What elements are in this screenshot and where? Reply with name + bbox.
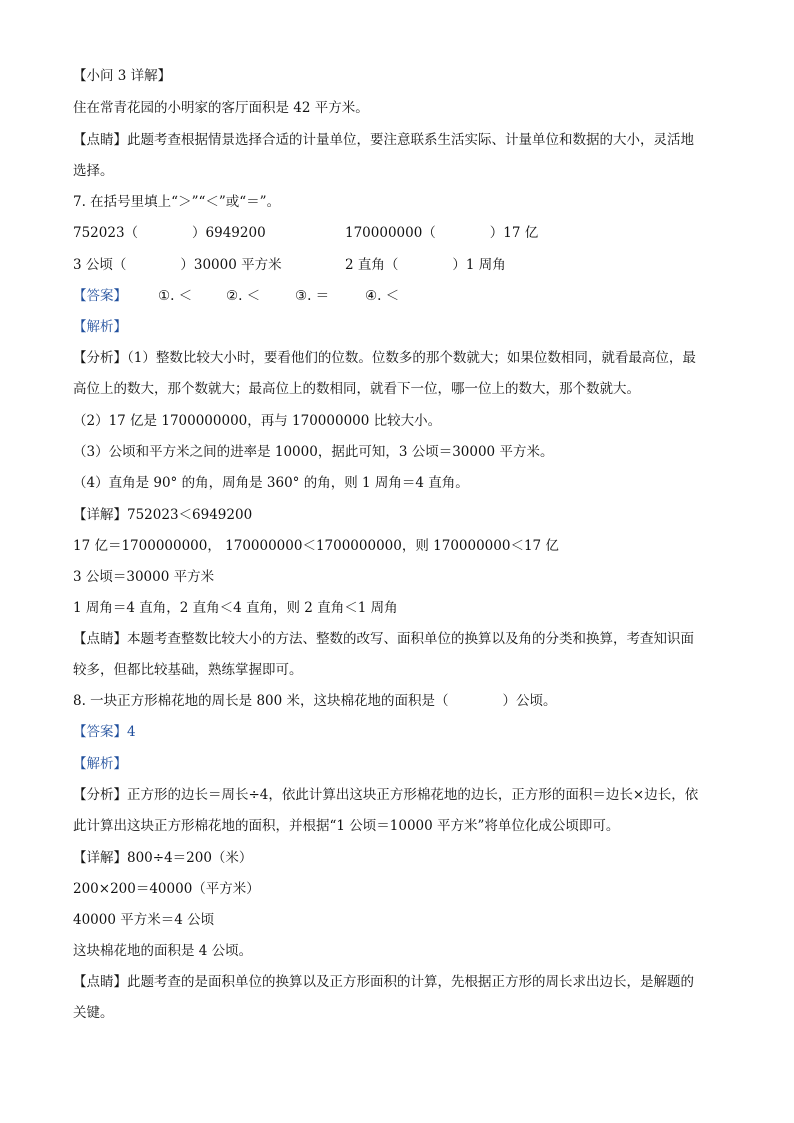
q8-title: 8. 一块正方形棉花地的周长是 800 米，这块棉花地的面积是（ ）公顷。 [73, 693, 557, 709]
q7-detail-line-3: 3 公顷＝30000 平方米 [73, 569, 215, 585]
q7-analysis-line-3: （2）17 亿是 1700000000，再与 170000000 比较大小。 [73, 413, 442, 429]
q3-heading: 【小问 3 详解】 [73, 68, 172, 84]
q8-answer: 【答案】4 [73, 724, 136, 740]
q7-answer-3: ③. ＝ [295, 288, 330, 304]
q8-detail-line-1: 【详解】800÷4＝200（米） [73, 850, 253, 866]
q7-answer-2: ②. ＜ [226, 288, 261, 304]
q8-note-line-1: 【点睛】此题考查的是面积单位的换算以及正方形面积的计算，先根据正方形的周长求出边长，是解题的 [73, 974, 694, 990]
q7-analysis-line-2: 高位上的数大，那个数就大；最高位上的数相同，就看下一位，哪一位上的数大，那个数就大。 [73, 381, 640, 397]
q7-analysis-line-5: （4）直角是 90° 的角，周角是 360° 的角，则 1 周角＝4 直角。 [73, 475, 469, 491]
q3-note-line-1: 【点睛】此题考查根据情景选择合适的计量单位，要注意联系生活实际、计量单位和数据的大小，灵活地 [73, 132, 694, 148]
q7-note-line-2: 较多，但都比较基础，熟练掌握即可。 [73, 662, 303, 678]
q8-detail-line-2: 200×200＝40000（平方米） [73, 881, 260, 897]
q8-note-line-2: 关键。 [73, 1005, 114, 1021]
q7-detail-line-4: 1 周角＝4 直角，2 直角＜4 直角，则 2 直角＜1 周角 [73, 600, 398, 616]
q7-analysis-line-1: 【分析】（1）整数比较大小时，要看他们的位数。位数多的那个数就大；如果位数相同，就看最高位，最 [73, 350, 696, 366]
q8-analysis-heading: 【解析】 [73, 756, 127, 772]
q7-item-d: 2 直角（ ）1 周角 [345, 257, 506, 273]
q7-detail-line-1: 【详解】752023＜6949200 [73, 507, 253, 523]
q3-answer-text: 住在常青花园的小明家的客厅面积是 42 平方米。 [73, 100, 369, 116]
q7-item-c: 3 公顷（ ）30000 平方米 [73, 257, 282, 273]
q7-answer-label: 【答案】 [73, 288, 127, 304]
q7-answer-1: ①. ＜ [158, 288, 193, 304]
q8-detail-line-4: 这块棉花地的面积是 4 公顷。 [73, 943, 253, 959]
q8-analysis-line-1: 【分析】正方形的边长＝周长÷4，依此计算出这块正方形棉花地的边长，正方形的面积＝边长×边长，依 [73, 787, 699, 803]
q7-answer-4: ④. ＜ [365, 288, 400, 304]
q7-analysis-heading: 【解析】 [73, 319, 127, 335]
q7-title: 7. 在括号里填上“＞”“＜”或“＝”。 [73, 194, 281, 210]
q3-note-line-2: 选择。 [73, 163, 114, 179]
q8-detail-line-3: 40000 平方米＝4 公顷 [73, 912, 215, 928]
q7-item-a: 752023（ ）6949200 [73, 225, 266, 241]
q7-item-b: 170000000（ ）17 亿 [345, 225, 539, 241]
q7-note-line-1: 【点睛】本题考查整数比较大小的方法、整数的改写、面积单位的换算以及角的分类和换算，考查知识面 [73, 631, 694, 647]
q8-analysis-line-2: 此计算出这块正方形棉花地的面积，并根据“1 公顷＝10000 平方米”将单位化成公顷即可。 [73, 818, 620, 834]
q7-analysis-line-4: （3）公顷和平方米之间的进率是 10000，据此可知，3 公顷＝30000 平方米。 [73, 444, 554, 460]
q7-detail-line-2: 17 亿＝1700000000， 170000000＜1700000000，则 170000000＜17 亿 [73, 538, 559, 554]
